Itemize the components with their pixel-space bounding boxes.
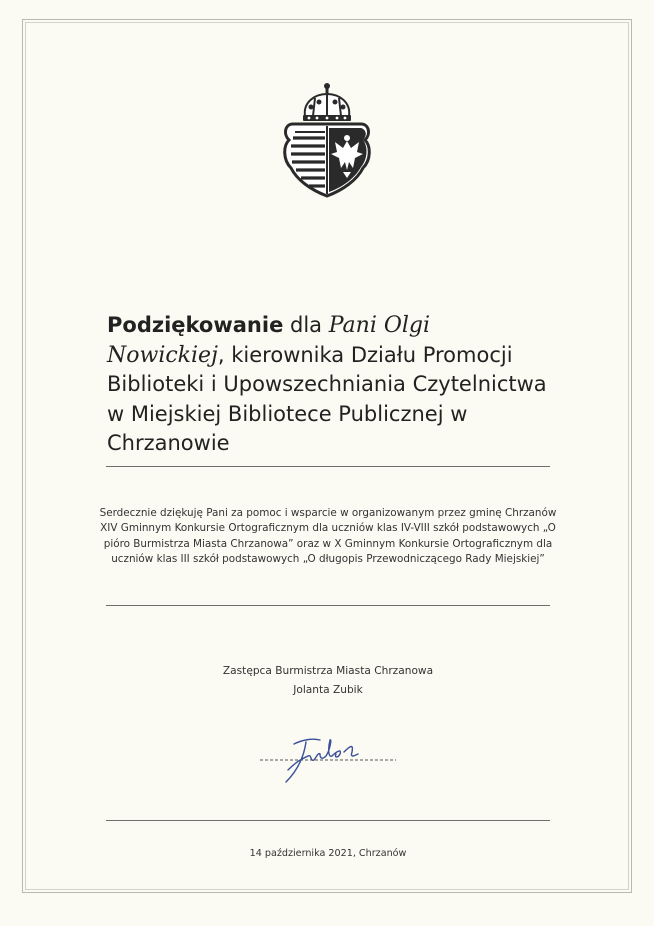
heading-bold-word: Podziękowanie — [107, 313, 284, 337]
thanks-paragraph: Serdecznie dziękuję Pani za pomoc i wsparcie w organizowanym przez gminę Chrzanów XIV Gminnym Konkursie Ortograficznym dla uczniów klas IV-VIII szkół podstawowych „O pióro Burmistrza Miasta Chrzanowa” oraz w X Gminnym Konkursie Ortograficznym dla uczniów klas III szkół podstawowych „O długopis Przewodniczącego Rady Miejskiej” — [99, 507, 557, 566]
date-place: 14 października 2021, Chrzanów — [249, 848, 407, 859]
heading-name-line1: Pani Olgi — [328, 313, 431, 338]
signer-role: Zastępca Burmistrza Miasta Chrzanowa — [222, 665, 434, 677]
signer-name: Jolanta Zubik — [293, 684, 363, 696]
divider-middle — [106, 605, 550, 606]
handwritten-signature — [258, 730, 398, 786]
divider-top — [106, 466, 550, 467]
coat-of-arms-icon — [279, 80, 375, 200]
heading-dla: dla — [290, 313, 323, 337]
divider-bottom — [106, 820, 550, 821]
certificate-heading — [107, 311, 557, 459]
signer-block — [150, 662, 506, 700]
heading-name-line2: Nowickiej — [107, 342, 218, 368]
heading-rest: , kierownika Działu Promocji Biblioteki i Upowszechniania Czytelnictwa w Miejskiej Bibliotece Publicznej w Chrzanowie — [107, 342, 547, 455]
